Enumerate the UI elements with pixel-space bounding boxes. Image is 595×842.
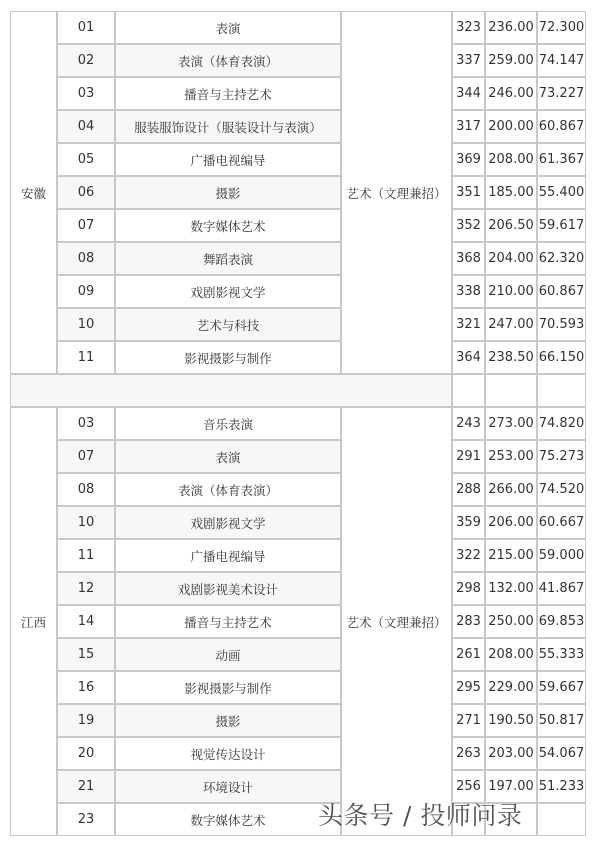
score-cell: 215.00 (485, 539, 537, 572)
count-cell: 295 (452, 671, 485, 704)
converted-score-cell: 60.667 (537, 506, 586, 539)
converted-score-cell: 54.067 (537, 737, 586, 770)
count-cell: 344 (452, 77, 485, 110)
count-cell: 352 (452, 209, 485, 242)
converted-score-cell: 55.333 (537, 638, 586, 671)
major-name-cell: 戏剧影视美术设计 (115, 572, 341, 605)
converted-score-cell: 60.867 (537, 110, 586, 143)
score-cell: 208.00 (485, 638, 537, 671)
major-code-cell: 01 (57, 11, 115, 44)
major-name-cell: 广播电视编导 (115, 143, 341, 176)
major-code-cell: 14 (57, 605, 115, 638)
major-name-cell: 音乐表演 (115, 407, 341, 440)
converted-score-cell: 74.820 (537, 407, 586, 440)
category-cell: 艺术（文理兼招） (341, 11, 452, 374)
count-cell: 321 (452, 308, 485, 341)
count-cell: 263 (452, 737, 485, 770)
major-name-cell: 播音与主持艺术 (115, 77, 341, 110)
score-cell: 238.50 (485, 341, 537, 374)
major-name-cell: 戏剧影视文学 (115, 275, 341, 308)
score-cell: 246.00 (485, 77, 537, 110)
major-code-cell: 11 (57, 341, 115, 374)
province-cell: 安徽 (10, 11, 57, 374)
major-name-cell: 艺术与科技 (115, 308, 341, 341)
score-cell: 132.00 (485, 572, 537, 605)
major-name-cell: 表演 (115, 11, 341, 44)
converted-score-cell: 41.867 (537, 572, 586, 605)
score-cell: 266.00 (485, 473, 537, 506)
count-cell: 368 (452, 242, 485, 275)
converted-score-cell: 75.273 (537, 440, 586, 473)
major-code-cell: 10 (57, 506, 115, 539)
major-name-cell: 播音与主持艺术 (115, 605, 341, 638)
major-code-cell: 20 (57, 737, 115, 770)
converted-score-cell: 74.520 (537, 473, 586, 506)
major-code-cell: 08 (57, 242, 115, 275)
major-name-cell: 表演（体育表演） (115, 473, 341, 506)
major-code-cell: 04 (57, 110, 115, 143)
converted-score-cell: 72.300 (537, 11, 586, 44)
province-cell: 江西 (10, 407, 57, 836)
count-cell: 261 (452, 638, 485, 671)
major-code-cell: 12 (57, 572, 115, 605)
major-code-cell: 21 (57, 770, 115, 803)
major-name-cell: 影视摄影与制作 (115, 341, 341, 374)
major-name-cell: 服装服饰设计（服装设计与表演） (115, 110, 341, 143)
converted-score-cell: 59.667 (537, 671, 586, 704)
count-cell: 317 (452, 110, 485, 143)
watermark-text: 头条号 / 投师问录 (318, 801, 523, 830)
category-cell: 艺术（文理兼招） (341, 407, 452, 836)
count-cell: 283 (452, 605, 485, 638)
count-cell: 256 (452, 770, 485, 803)
converted-score-cell: 61.367 (537, 143, 586, 176)
count-cell: 323 (452, 11, 485, 44)
major-code-cell: 03 (57, 407, 115, 440)
score-cell: 259.00 (485, 44, 537, 77)
converted-score-cell: 69.853 (537, 605, 586, 638)
score-cell: 229.00 (485, 671, 537, 704)
score-cell: 273.00 (485, 407, 537, 440)
major-code-cell: 08 (57, 473, 115, 506)
major-code-cell: 07 (57, 440, 115, 473)
major-code-cell: 15 (57, 638, 115, 671)
major-name-cell: 动画 (115, 638, 341, 671)
major-code-cell: 23 (57, 803, 115, 836)
separator-cell (537, 374, 586, 407)
count-cell: 288 (452, 473, 485, 506)
converted-score-cell: 50.817 (537, 704, 586, 737)
major-code-cell: 05 (57, 143, 115, 176)
count-cell: 338 (452, 275, 485, 308)
major-code-cell: 16 (57, 671, 115, 704)
count-cell: 369 (452, 143, 485, 176)
major-name-cell: 摄影 (115, 704, 341, 737)
major-code-cell: 10 (57, 308, 115, 341)
major-code-cell: 07 (57, 209, 115, 242)
score-cell: 236.00 (485, 11, 537, 44)
count-cell: 359 (452, 506, 485, 539)
converted-score-cell: 51.233 (537, 770, 586, 803)
score-cell: 204.00 (485, 242, 537, 275)
major-name-cell: 表演（体育表演） (115, 44, 341, 77)
major-code-cell: 11 (57, 539, 115, 572)
major-name-cell: 表演 (115, 440, 341, 473)
converted-score-cell (537, 803, 586, 836)
major-code-cell: 19 (57, 704, 115, 737)
score-cell: 200.00 (485, 110, 537, 143)
converted-score-cell: 59.000 (537, 539, 586, 572)
major-name-cell: 视觉传达设计 (115, 737, 341, 770)
separator-cell (485, 374, 537, 407)
count-cell: 291 (452, 440, 485, 473)
converted-score-cell: 55.400 (537, 176, 586, 209)
count-cell: 337 (452, 44, 485, 77)
count-cell: 271 (452, 704, 485, 737)
score-cell: 247.00 (485, 308, 537, 341)
score-cell: 190.50 (485, 704, 537, 737)
count-cell: 351 (452, 176, 485, 209)
score-cell: 185.00 (485, 176, 537, 209)
count-cell: 243 (452, 407, 485, 440)
converted-score-cell: 66.150 (537, 341, 586, 374)
major-name-cell: 广播电视编导 (115, 539, 341, 572)
major-code-cell: 02 (57, 44, 115, 77)
converted-score-cell: 60.867 (537, 275, 586, 308)
major-code-cell: 06 (57, 176, 115, 209)
score-cell: 210.00 (485, 275, 537, 308)
major-name-cell: 舞蹈表演 (115, 242, 341, 275)
score-cell: 203.00 (485, 737, 537, 770)
major-name-cell: 数字媒体艺术 (115, 209, 341, 242)
separator-row-left (10, 374, 452, 407)
major-name-cell: 摄影 (115, 176, 341, 209)
score-cell: 253.00 (485, 440, 537, 473)
major-code-cell: 03 (57, 77, 115, 110)
major-code-cell: 09 (57, 275, 115, 308)
separator-cell (452, 374, 485, 407)
major-name-cell: 数字媒体艺术 (115, 803, 341, 836)
major-name-cell: 影视摄影与制作 (115, 671, 341, 704)
major-name-cell: 戏剧影视文学 (115, 506, 341, 539)
converted-score-cell: 59.617 (537, 209, 586, 242)
major-name-cell: 环境设计 (115, 770, 341, 803)
converted-score-cell: 62.320 (537, 242, 586, 275)
score-cell: 206.50 (485, 209, 537, 242)
score-cell: 206.00 (485, 506, 537, 539)
converted-score-cell: 74.147 (537, 44, 586, 77)
score-cell: 250.00 (485, 605, 537, 638)
score-cell: 208.00 (485, 143, 537, 176)
count-cell: 322 (452, 539, 485, 572)
count-cell: 364 (452, 341, 485, 374)
score-cell: 197.00 (485, 770, 537, 803)
count-cell: 298 (452, 572, 485, 605)
converted-score-cell: 73.227 (537, 77, 586, 110)
converted-score-cell: 70.593 (537, 308, 586, 341)
